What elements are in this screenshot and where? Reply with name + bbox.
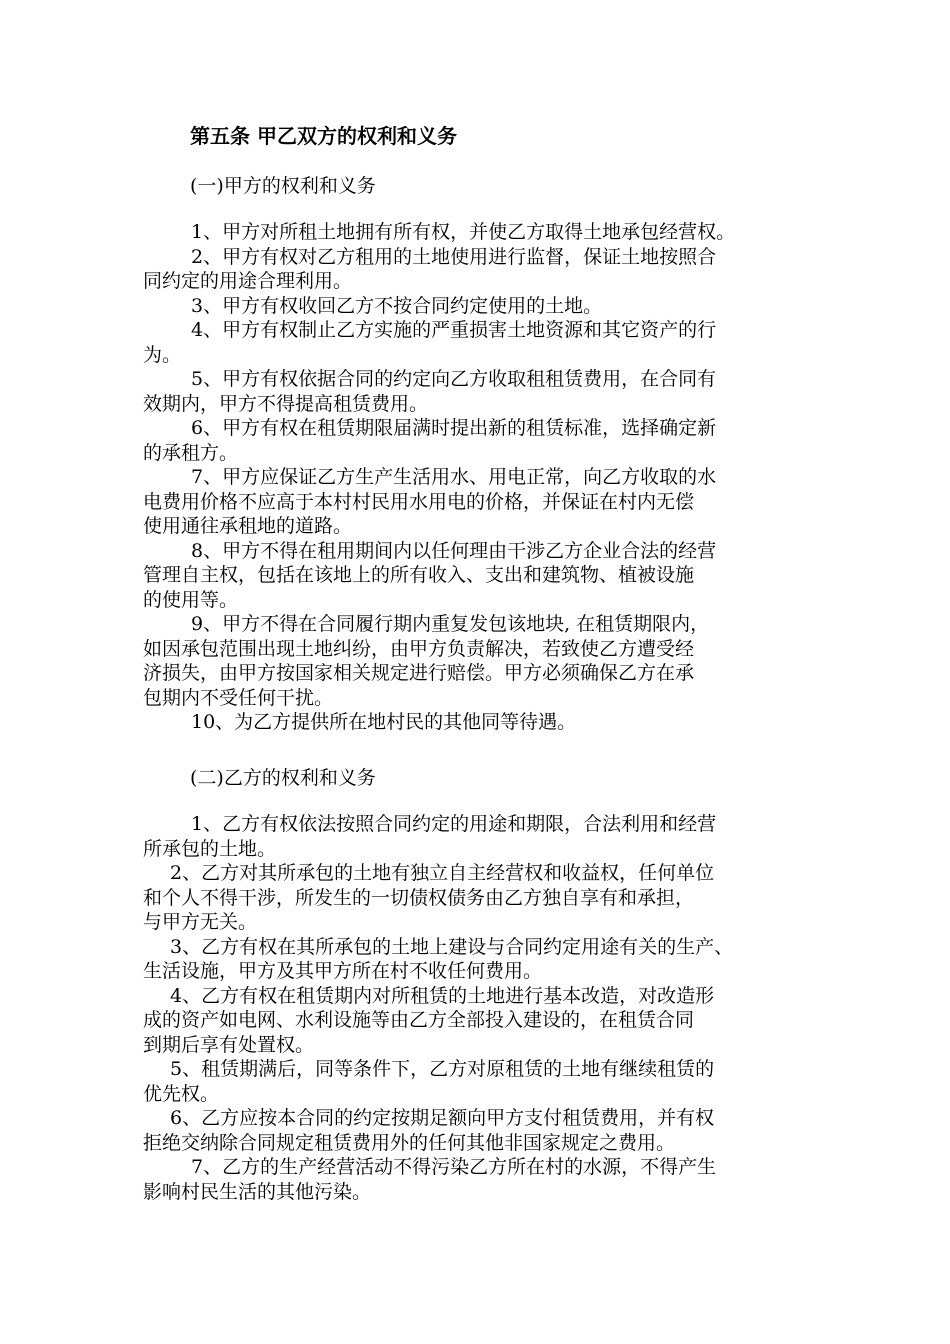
- paragraph-line: 和个人不得干涉，所发生的一切债权债务由乙方独自享有和承担，: [143, 886, 695, 909]
- paragraph-line: 如因承包范围出现土地纠纷，由甲方负责解决，若致使乙方遭受经: [143, 637, 695, 660]
- paragraph-item: [143, 367, 828, 416]
- paragraph-line: 2、甲方有权对乙方租用的土地使用进行监督，保证土地按照合: [191, 245, 717, 268]
- paragraph-line: 4、甲方有权制止乙方实施的严重损害土地资源和其它资产的行: [191, 319, 717, 341]
- paragraph-item: [143, 710, 828, 735]
- paragraph-line: 同约定的用途合理利用。: [143, 270, 353, 292]
- paragraph-line: 的使用等。: [143, 588, 239, 611]
- paragraph-line: 1、乙方有权依法按照合同约定的用途和期限，合法利用和经营: [191, 813, 717, 835]
- paragraph-item: [143, 245, 828, 294]
- paragraph-line: 到期后享有处置权。: [143, 1033, 315, 1056]
- paragraph-line: 3、乙方有权在其所承包的土地上建设与合同约定用途有关的生产、: [170, 935, 734, 958]
- paragraph-line: 2、乙方对其所承包的土地有独立自主经营权和收益权，任何单位: [170, 862, 715, 884]
- section-a-items: [143, 220, 828, 735]
- paragraph-line: 7、甲方应保证乙方生产生活用水、用电正常，向乙方收取的水: [191, 466, 717, 488]
- section-b-title: (二)乙方的权利和义务: [190, 767, 376, 789]
- paragraph-item: [143, 935, 828, 984]
- paragraph-line: 使用通往承租地的道路。: [143, 515, 353, 537]
- paragraph-line: 与甲方无关。: [143, 911, 258, 933]
- paragraph-line: 包期内不受任何干扰。: [143, 686, 334, 709]
- paragraph-line: 的承租方。: [143, 441, 239, 464]
- paragraph-item: [143, 1106, 828, 1155]
- paragraph-line: 管理自主权，包括在该地上的所有收入、支出和建筑物、植被设施: [143, 564, 695, 586]
- paragraph-item: [143, 1057, 828, 1106]
- paragraph-line: 6、甲方有权在租赁期限届满时提出新的租赁标准，选择确定新: [191, 417, 717, 439]
- paragraph-line: 7、乙方的生产经营活动不得污染乙方所在村的水源，不得产生: [191, 1156, 717, 1178]
- paragraph-item: [143, 220, 828, 245]
- paragraph-line: 4、乙方有权在租赁期内对所租赁的土地进行基本改造，对改造形: [170, 984, 715, 1007]
- paragraph-item: [143, 612, 828, 710]
- paragraph-item: [143, 984, 828, 1058]
- paragraph-item: [143, 861, 828, 935]
- paragraph-item: [143, 539, 828, 613]
- paragraph-line: 9、甲方不得在合同履行期内重复发包该地块, 在租赁期限内，: [191, 613, 710, 635]
- section-a-title: (一)甲方的权利和义务: [190, 175, 376, 197]
- paragraph-line: 10、为乙方提供所在地村民的其他同等待遇。: [191, 711, 577, 733]
- paragraph-line: 成的资产如电网、水利设施等由乙方全部投入建设的，在租赁合同: [143, 1009, 695, 1031]
- paragraph-line: 5、甲方有权依据合同的约定向乙方收取租租赁费用，在合同有: [191, 368, 717, 390]
- paragraph-line: 5、租赁期满后，同等条件下，乙方对原租赁的土地有继续租赁的: [170, 1058, 715, 1080]
- paragraph-line: 影响村民生活的其他污染。: [143, 1180, 372, 1203]
- paragraph-line: 优先权。: [143, 1082, 220, 1105]
- paragraph-line: 8、甲方不得在租用期间内以任何理由干涉乙方企业合法的经营: [191, 539, 717, 562]
- paragraph-line: 为。: [143, 343, 182, 366]
- paragraph-line: 3、甲方有权收回乙方不按合同约定使用的土地。: [191, 294, 603, 317]
- paragraph-item: [143, 416, 828, 465]
- paragraph-line: 生活设施，甲方及其甲方所在村不收任何费用。: [143, 960, 543, 982]
- paragraph-line: 6、乙方应按本合同的约定按期足额向甲方支付租赁费用，并有权: [170, 1107, 715, 1129]
- paragraph-line: 济损失，由甲方按国家相关规定进行赔偿。甲方必须确保乙方在承: [143, 662, 695, 684]
- paragraph-line: 所承包的土地。: [143, 837, 277, 860]
- paragraph-item: [143, 318, 828, 367]
- paragraph-line: 电费用价格不应高于本村村民用水用电的价格，并保证在村内无偿: [143, 490, 695, 513]
- paragraph-line: 拒绝交纳除合同规定租赁费用外的任何其他非国家规定之费用。: [143, 1131, 676, 1154]
- paragraph-item: [143, 465, 828, 539]
- section-b-items: [143, 812, 828, 1204]
- paragraph-item: [143, 812, 828, 861]
- paragraph-line: 1、甲方对所租土地拥有所有权，并使乙方取得土地承包经营权。: [191, 221, 736, 243]
- article-title: 第五条 甲乙双方的权利和义务: [190, 124, 457, 148]
- paragraph-item: [143, 294, 828, 319]
- paragraph-item: [143, 1155, 828, 1204]
- paragraph-line: 效期内，甲方不得提高租赁费用。: [143, 392, 429, 415]
